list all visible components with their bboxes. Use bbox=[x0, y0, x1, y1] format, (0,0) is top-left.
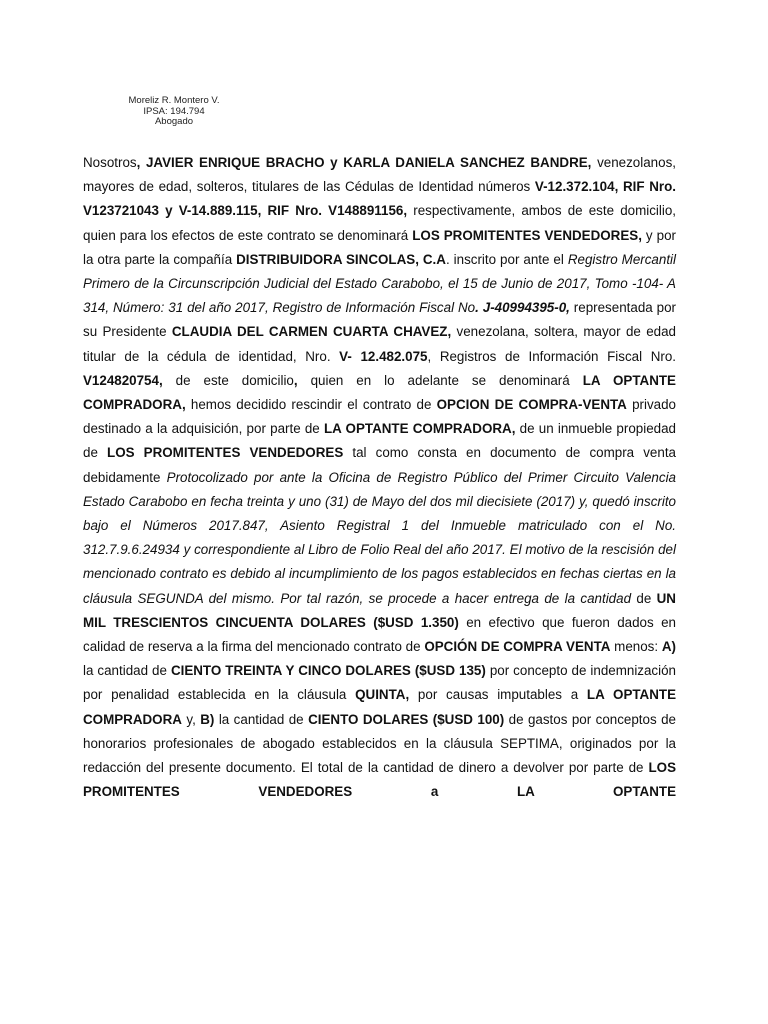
text-segment: OPCIÓN DE COMPRA VENTA bbox=[424, 639, 611, 655]
text-segment: . inscrito por ante el bbox=[445, 251, 568, 267]
text-segment: B) bbox=[200, 711, 215, 727]
text-segment: menos: bbox=[610, 639, 662, 655]
text-segment: la cantidad de bbox=[83, 663, 171, 679]
text-segment: QUINTA, bbox=[355, 687, 410, 703]
text-segment: de un inmueble propiedad de bbox=[83, 421, 676, 461]
text-segment: LA OPTANTE COMPRADORA, bbox=[83, 372, 676, 413]
text-segment: , bbox=[293, 372, 298, 388]
text-segment: , JAVIER ENRIQUE BRACHO y KARLA DANIELA SANCHEZ BANDRE, bbox=[136, 155, 592, 170]
text-segment: en efectivo que fueron dados en calidad de reserva a la firma del mencionado contrato de bbox=[83, 614, 676, 655]
text-segment: por causas imputables a bbox=[409, 687, 587, 703]
text-segment: . J-40994395-0, bbox=[475, 300, 570, 316]
text-segment: A) bbox=[661, 639, 676, 655]
text-segment: Nosotros bbox=[83, 155, 137, 170]
text-segment: la cantidad de bbox=[214, 711, 309, 727]
text-segment: respectivamente, ambos de este domicilio, quien para los efectos de este contrato se denominará bbox=[83, 203, 677, 243]
text-segment: LOS PROMITENTES VENDEDORES a LA OPTANTE bbox=[83, 760, 676, 800]
text-segment: tal como consta en documento de compra venta debidamente bbox=[83, 445, 676, 485]
text-segment: quien en lo adelante se denominará bbox=[297, 372, 583, 388]
text-segment: OPCION DE COMPRA-VENTA bbox=[436, 397, 627, 413]
text-segment: LA OPTANTE COMPRADORA bbox=[83, 687, 677, 727]
lawyer-title: Abogado bbox=[154, 116, 194, 127]
text-segment: CIENTO DOLARES ($USD 100) bbox=[308, 711, 505, 727]
text-segment: LOS PROMITENTES VENDEDORES bbox=[107, 445, 344, 461]
text-segment: de este domicilio bbox=[162, 372, 294, 388]
text-segment: venezolanos, mayores de edad, solteros, titulares de las Cédulas de Identidad números bbox=[83, 155, 676, 195]
text-segment: , Registros de Información Fiscal Nro. bbox=[427, 348, 676, 364]
text-segment: privado destinado a la adquisición, por parte de bbox=[83, 397, 677, 437]
text-segment: venezolana, soltera, mayor de edad titular de la cédula de identidad, Nro. bbox=[83, 324, 676, 364]
text-segment: UN MIL TRESCIENTOS CINCUENTA DOLARES ($USD 1.350) bbox=[83, 590, 676, 630]
text-segment: V124820754, bbox=[83, 372, 163, 388]
document-body bbox=[83, 151, 676, 804]
text-segment: y, bbox=[181, 711, 201, 727]
text-segment: Protocolizado por ante la Oficina de Registro Público del Primer Circuito Valencia Estado Carabobo en fecha treinta y uno (31) de Mayo del dos mil diecisiete (2017) y, quedó inscrito bajo el Números 2017.847, Asiento Registral 1 del Inmueble matriculado con el No. 312.7.9.6.24934 y correspondiente al Libro de Folio Real del año 2017. El motivo de la rescisión del mencionado contrato es debido al incumplimiento de los pagos establecidos en fechas ciertas en la cláusula SEGUNDA del mismo. Por tal razón, se procede a hacer entrega de la cantidad bbox=[83, 469, 676, 606]
text-segment: y por la otra parte la compañía bbox=[83, 227, 676, 267]
text-segment: LA OPTANTE COMPRADORA, bbox=[323, 421, 516, 437]
text-segment: V- 12.482.075 bbox=[339, 348, 428, 364]
text-segment: DISTRIBUIDORA SINCOLAS, C.A bbox=[236, 251, 446, 267]
text-segment: Registro Mercantil Primero de la Circunscripción Judicial del Estado Carabobo, el 15 de Junio de 2017, Tomo -104- A 314, Número: 31 del año 2017, Registro de Información Fiscal No bbox=[83, 251, 676, 316]
text-segment: por concepto de indemnización por penalidad establecida en la cláusula bbox=[83, 663, 677, 703]
text-segment: representada por su Presidente bbox=[83, 300, 676, 340]
text-segment: CIENTO TREINTA Y CINCO DOLARES ($USD 135) bbox=[170, 663, 486, 679]
lawyer-ipsa: IPSA: 194.794 bbox=[143, 105, 205, 117]
text-segment: de gastos por conceptos de honorarios profesionales de abogado establecidos en la cláusula SEPTIMA, originados por la redacción del presente documento. El total de la cantidad de dinero a devolver por parte de bbox=[83, 711, 676, 776]
text-segment: hemos decidido rescindir el contrato de bbox=[185, 397, 437, 413]
text-segment: CLAUDIA DEL CARMEN CUARTA CHAVEZ, bbox=[171, 324, 452, 340]
text-segment: de bbox=[631, 590, 657, 606]
text-segment: V-12.372.104, RIF Nro. V123721043 y V-14.889.115, RIF Nro. V148891156, bbox=[83, 179, 676, 219]
letterhead bbox=[110, 96, 238, 128]
text-segment: LOS PROMITENTES VENDEDORES, bbox=[412, 227, 642, 243]
lawyer-name: Moreliz R. Montero V. bbox=[128, 95, 220, 106]
